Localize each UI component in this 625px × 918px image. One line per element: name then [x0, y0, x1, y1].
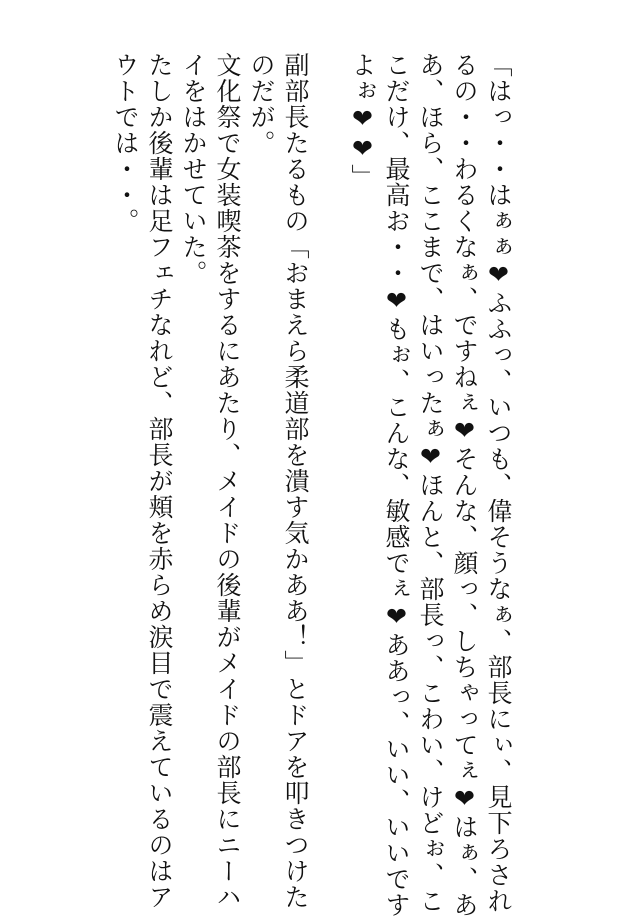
text-column: あ、ほら、ここまで、はいったぁ❤ほんと、部長っ、こわい、けどぉ、こ [416, 52, 445, 914]
text-column: ウトでは・・。 [111, 52, 140, 234]
text-column: イをはかせていた。 [179, 52, 208, 286]
text-column: 副部長たるもの「おまえら柔道部を潰す気かああ！」とドアを叩きつけた [281, 52, 310, 910]
text-column: のだが。 [247, 52, 276, 156]
text-column: るの・・わるくなぁ、ですねぇ❤そんな、顔っ、しちゃってぇ❤はぁ、あ [450, 52, 479, 918]
text-column: 文化祭で女装喫茶をするにあたり、メイドの後輩がメイドの部長にニーハ [213, 52, 242, 910]
text-column: こだけ、最高お・・❤もぉ、こんな、敏感でぇ❤ああっ、いい、いいです [382, 52, 411, 918]
vertical-text-block [108, 52, 515, 918]
text-column: たしか後輩は足フェチなれど、部長が頬を赤らめ涙目で震えているのはア [145, 52, 174, 910]
text-column: 「はっ・・はぁぁ❤ふふっ、いつも、偉そうなぁ、部長にぃ、見下ろされ [484, 52, 513, 914]
text-column: よぉ❤❤」 [348, 52, 377, 190]
